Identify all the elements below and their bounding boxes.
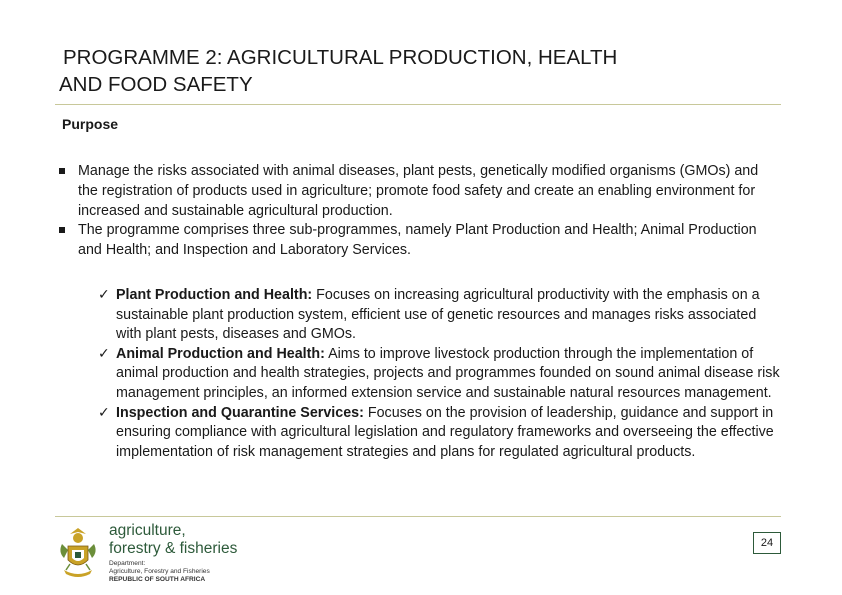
department-name <box>109 560 210 583</box>
sub-programme-name: Inspection and Quarantine Services: <box>116 404 364 421</box>
bullet-item <box>59 221 769 261</box>
brand-name <box>109 522 237 558</box>
dept-line-2: Agriculture, Forestry and Fisheries <box>109 567 210 575</box>
page-title-line-2: AND FOOD SAFETY <box>59 73 253 96</box>
page-number: 24 <box>753 532 781 554</box>
title-divider <box>55 104 781 105</box>
sub-programme-name: Animal Production and Health: <box>116 345 325 362</box>
bullet-text: Manage the risks associated with animal diseases, plant pests, genetically modified organisms (GMOs) and the registration of products used in agriculture; promote food safety and create an enabling environment for increased and sustainable agricultural production. <box>78 163 759 219</box>
checkmark-icon: ✓ <box>98 345 110 362</box>
sub-programme-item <box>98 345 780 404</box>
dept-line-1: Department: <box>109 560 146 567</box>
checkmark-icon: ✓ <box>98 404 110 421</box>
department-logo <box>56 522 256 588</box>
sub-programme-name: Plant Production and Health: <box>116 287 313 303</box>
coat-of-arms-icon <box>56 524 100 586</box>
square-bullet-icon <box>59 168 65 174</box>
sub-programme-description: Focuses on the provision of leadership, guidance and support in ensuring compliance with agricultural legislation and regulatory frameworks and overseeing the effective implementation of risk management strategies and plans for regulated agricultural products. <box>116 404 774 460</box>
sub-programme-item <box>98 404 780 463</box>
bullet-item <box>59 162 769 221</box>
page-title-line-1: PROGRAMME 2: AGRICULTURAL PRODUCTION, HEALTH <box>63 46 618 69</box>
sub-programme-item <box>98 286 780 345</box>
brand-line-2: forestry & fisheries <box>109 540 238 557</box>
checkmark-icon: ✓ <box>98 287 110 303</box>
page-title <box>59 44 779 98</box>
purpose-heading: Purpose <box>62 116 119 132</box>
purpose-bullet-list <box>59 162 769 261</box>
brand-line-1: agriculture, <box>109 522 186 539</box>
bullet-text: The programme comprises three sub-programmes, namely Plant Production and Health; Animal Production and Health; and Inspection and Laboratory Services. <box>78 222 757 259</box>
sub-programme-description: Focuses on increasing agricultural productivity with the emphasis on a sustainable plant production system, efficient use of genetic resources and manages risks associated with plant pests, diseases and GMOs. <box>116 287 760 343</box>
square-bullet-icon <box>59 227 65 233</box>
sub-programme-list <box>98 286 780 462</box>
footer-divider <box>55 516 781 517</box>
dept-line-3: REPUBLIC OF SOUTH AFRICA <box>109 575 206 583</box>
sub-programme-description: Aims to improve livestock production through the implementation of animal production and health strategies, projects and programmes founded on sound animal disease risk management principles, an informed extension service and sustainable natural resources management. <box>116 345 780 401</box>
